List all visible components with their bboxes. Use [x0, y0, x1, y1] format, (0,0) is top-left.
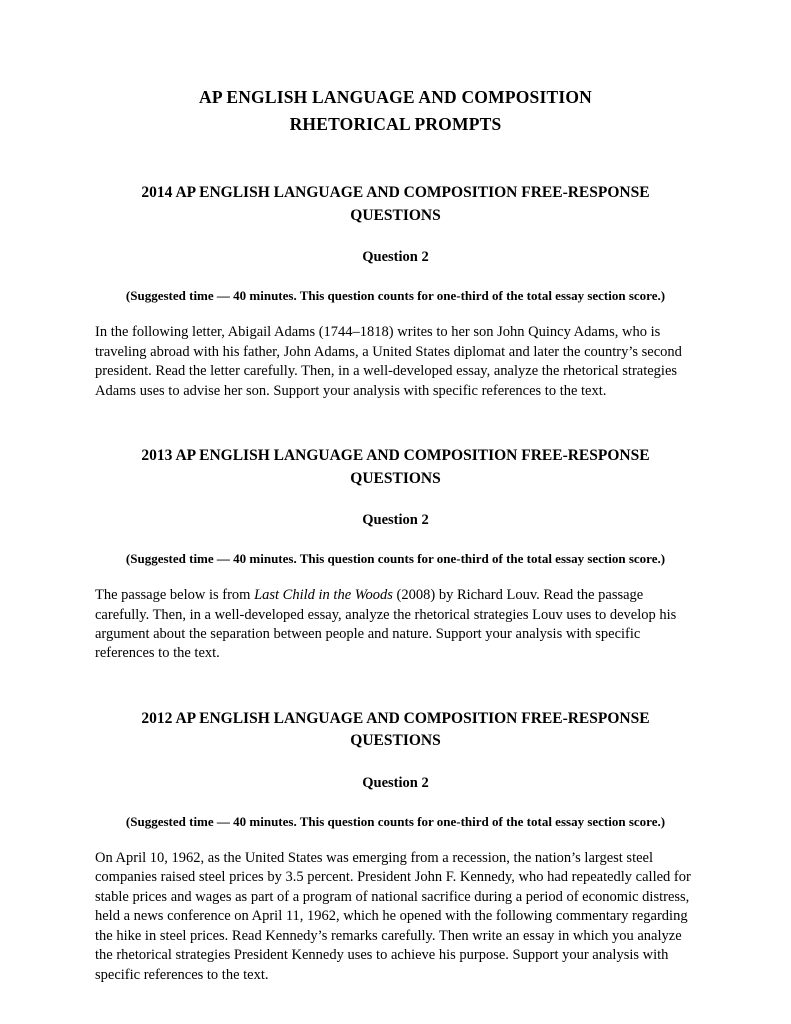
section-heading: 2014 AP ENGLISH LANGUAGE AND COMPOSITION FREE-RESPONSE QUESTIONS: [141, 184, 650, 224]
time-note: (Suggested time — 40 minutes. This question counts for one-third of the total essay section score.): [125, 813, 666, 829]
prompt-section-2014: [95, 182, 696, 401]
prompt-paragraph: The passage below is from Last Child in the Woods (2008) by Richard Louv. Read the passage carefully. Then, in a well-developed essay, analyze the rhetorical strategies Louv uses to develop his argument about the separation between people and nature. Support your analysis with specific references to the text.: [95, 587, 677, 662]
prompt-section-2012: [95, 708, 696, 985]
document-title-line1: AP ENGLISH LANGUAGE AND COMPOSITION: [198, 87, 593, 107]
document-title-line2: RHETORICAL PROMPTS: [289, 114, 502, 135]
section-heading: 2012 AP ENGLISH LANGUAGE AND COMPOSITION FREE-RESPONSE QUESTIONS: [141, 709, 650, 750]
prompt-section-2013: [95, 445, 696, 664]
question-label: Question 2: [362, 249, 429, 266]
time-note: (Suggested time — 40 minutes. This question counts for one-third of the total essay section score.): [125, 288, 666, 304]
section-heading: 2013 AP ENGLISH LANGUAGE AND COMPOSITION FREE-RESPONSE QUESTIONS: [141, 447, 650, 487]
prompt-paragraph: In the following letter, Abigail Adams (1744–1818) writes to her son John Quincy Adams, who is traveling abroad with his father, John Adams, a United States diplomat and later the country’s second president. Read the letter carefully. Then, in a well-developed essay, analyze the rhetorical strategies Adams uses to advise her son. Support your analysis with specific references to the text.: [95, 324, 682, 399]
question-label: Question 2: [362, 774, 429, 791]
prompt-paragraph: On April 10, 1962, as the United States was emerging from a recession, the nation’s largest steel companies raised steel prices by 3.5 percent. President John F. Kennedy, who had repeatedly called for stable prices and wages as part of a program of national sacrifice during a period of economic distress, held a news conference on April 11, 1962, which he opened with the following commentary regarding the hike in steel prices. Read Kennedy’s remarks carefully. Then write an essay in which you analyze the rhetorical strategies President Kennedy uses to achieve his purpose. Support your analysis with specific references to the text.: [95, 850, 691, 983]
document-title: [95, 84, 696, 138]
time-note: (Suggested time — 40 minutes. This question counts for one-third of the total essay section score.): [125, 551, 666, 566]
question-label: Question 2: [362, 512, 429, 528]
